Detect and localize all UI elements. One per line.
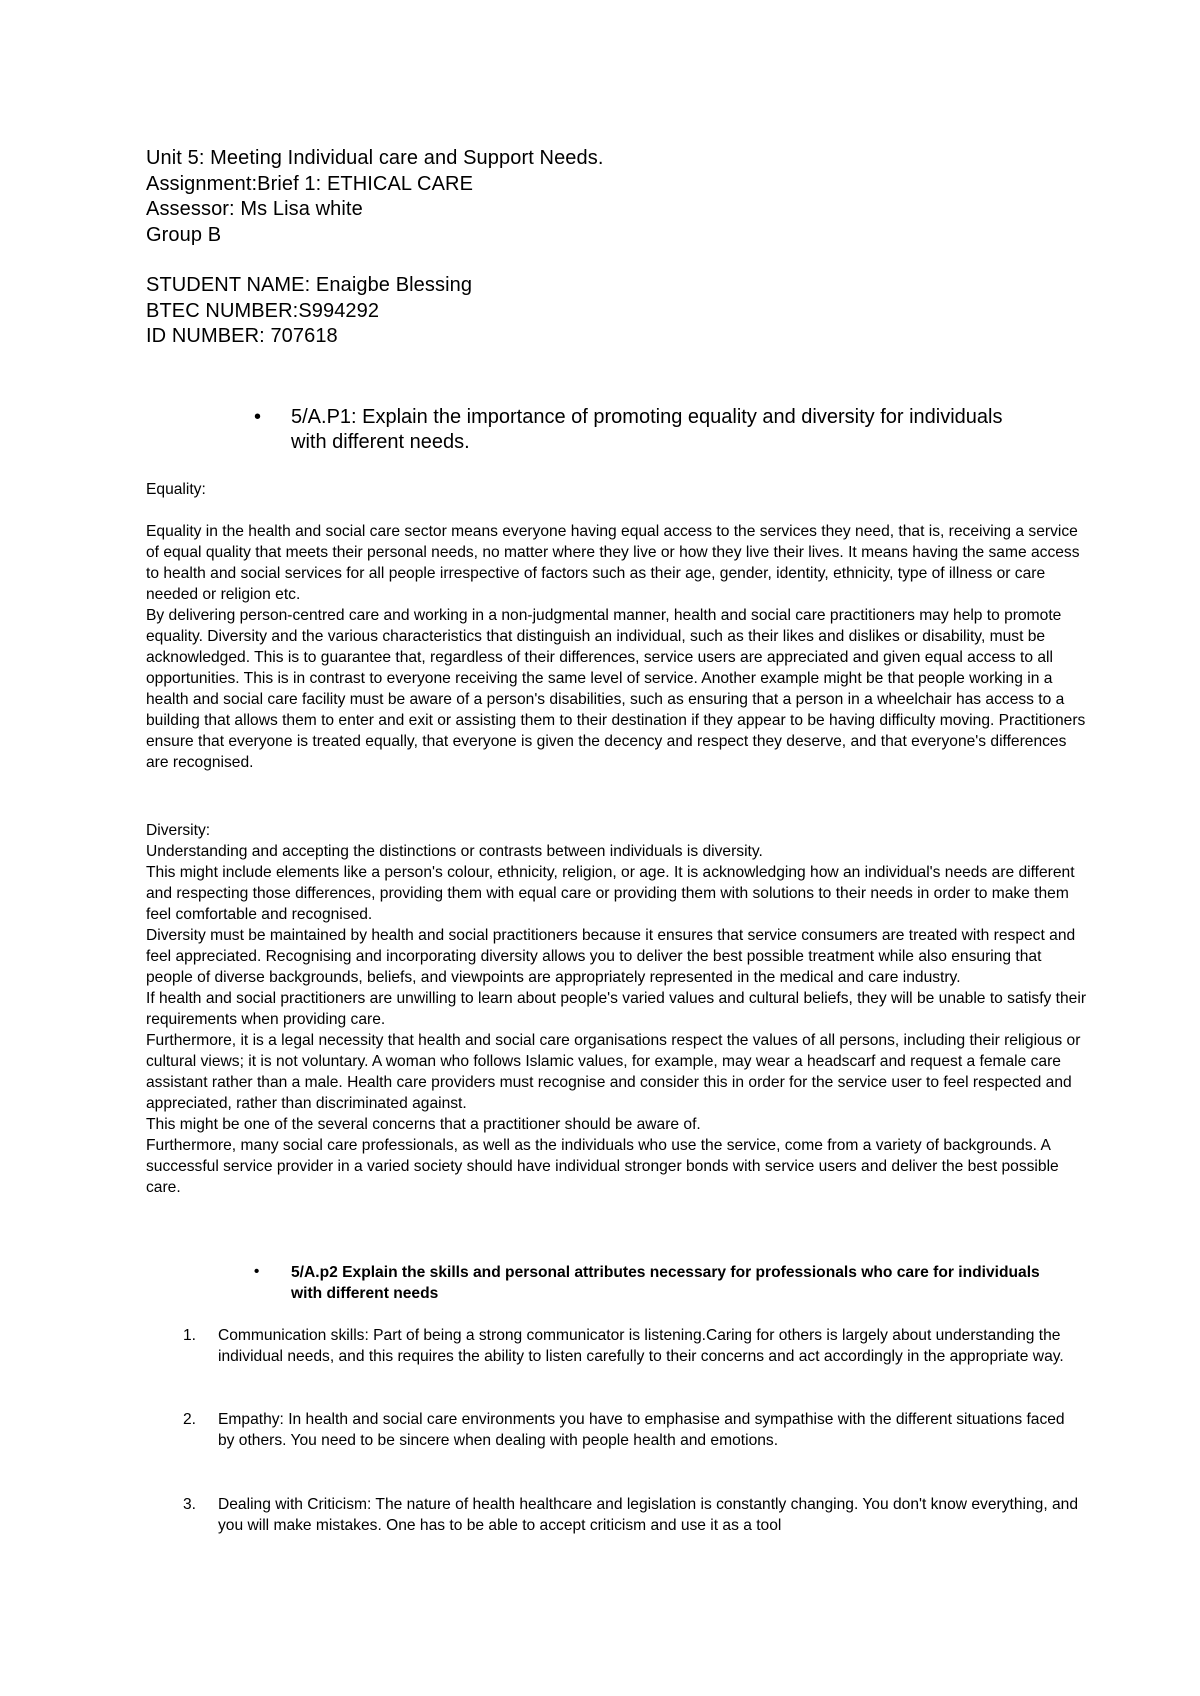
skill-text: Communication skills: Part of being a strong communicator is listening.Caring for others is largely about understanding the individual needs, and this requires the ability to listen carefully to their concerns and act accordingly in the appropriate way. [218,1327,1064,1365]
btec-number: BTEC NUMBER:S994292 [146,299,380,322]
bullet-icon: • [254,1263,260,1280]
equality-heading: Equality: [146,481,206,498]
skill-list-item [180,1494,1080,1536]
unit-title: Unit 5: Meeting Individual care and Support Needs. [146,147,604,169]
list-number: 2. [183,1411,197,1428]
skill-list-item [180,1409,1080,1451]
equality-section [146,521,1086,773]
criterion-1-text: 5/A.P1: Explain the importance of promoting equality and diversity for individuals with different needs. [291,406,1003,453]
header-spacer [146,248,604,273]
diversity-paragraph: Furthermore, it is a legal necessity that health and social care organisations respect the values of all persons, including their religious or cultural views; it is not voluntary. A woman who follows Islamic values, for example, may wear a headscarf and request a female care assistant rather than a male. Health care providers must recognise and consider this in order for the service user to feel respected and appreciated, rather than discriminated against. [146,1032,1081,1112]
skill-list-item [180,1325,1080,1367]
equality-paragraph: Equality in the health and social care sector means everyone having equal access to the services they need, that is, receiving a service of equal quality that meets their personal needs, no matter where they live or how they live their lives. It means having the same access to health and social services for all people irrespective of factors such as their age, gender, identity, ethnicity, type of illness or care needed or religion etc. [146,523,1080,603]
assessor-name: Assessor: Ms Lisa white [146,198,363,220]
list-number: 1. [183,1327,197,1344]
criterion-2-bullet-item [254,1262,1054,1304]
assignment-title: Assignment:Brief 1: ETHICAL CARE [146,172,474,195]
id-number: ID NUMBER: 707618 [146,325,338,347]
skill-text: Dealing with Criticism: The nature of health healthcare and legislation is constantly changing. You don't know everything, and you will make mistakes. One has to be able to accept criticism and use it as a tool [218,1496,1079,1534]
equality-heading-block [146,479,1086,500]
criterion-2-text: 5/A.p2 Explain the skills and personal attributes necessary for professionals who care for individuals with different needs [291,1264,1040,1302]
student-name: STUDENT NAME: Enaigbe Blessing [146,274,473,296]
diversity-paragraph: This might be one of the several concerns that a practitioner should be aware of. [146,1116,701,1133]
skill-text: Empathy: In health and social care environments you have to emphasise and sympathise with the different situations faced by others. You need to be sincere when dealing with people health and emotions. [218,1411,1065,1449]
diversity-section [146,820,1086,1198]
diversity-paragraph: This might include elements like a person's colour, ethnicity, religion, or age. It is acknowledging how an individual's needs are different and respecting those differences, providing them with equal care or providing them with solutions to their needs in order to make them feel comfortable and recognised. [146,864,1075,923]
list-number: 3. [183,1496,197,1513]
diversity-paragraph: If health and social practitioners are unwilling to learn about people's varied values and cultural beliefs, they will be unable to satisfy their requirements when providing care. [146,990,1087,1028]
criterion-1-bullet-item [254,405,1014,455]
diversity-paragraph: Furthermore, many social care professionals, as well as the individuals who use the service, come from a variety of backgrounds. A successful service provider in a varied society should have individual stronger bonds with service users and deliver the best possible care. [146,1137,1059,1196]
diversity-paragraph: Understanding and accepting the distinctions or contrasts between individuals is diversity. [146,843,763,860]
diversity-paragraph: Diversity must be maintained by health and social practitioners because it ensures that service consumers are treated with respect and feel appreciated. Recognising and incorporating diversity allows you to deliver the best possible treatment while also ensuring that people of diverse backgrounds, beliefs, and viewpoints are appropriately represented in the medical and care industry. [146,927,1076,986]
equality-paragraph: By delivering person-centred care and working in a non-judgmental manner, health and social care practitioners may help to promote equality. Diversity and the various characteristics that distinguish an individual, such as their likes and dislikes or disability, must be acknowledged. This is to guarantee that, regardless of their differences, service users are appreciated and given equal access to all opportunities. This is in contrast to everyone receiving the same level of service. Another example might be that people working in a health and social care facility must be aware of a person's disabilities, such as ensuring that a person in a wheelchair has access to a building that allows them to enter and exit or assisting them to their destination if they appear to be having difficulty moving. Practitioners ensure that everyone is treated equally, that everyone is given the decency and respect they deserve, and that everyone's differences are recognised. [146,607,1086,771]
document-header [146,146,604,350]
diversity-heading: Diversity: [146,822,211,839]
bullet-icon: • [254,406,262,428]
group-label: Group B [146,223,222,246]
